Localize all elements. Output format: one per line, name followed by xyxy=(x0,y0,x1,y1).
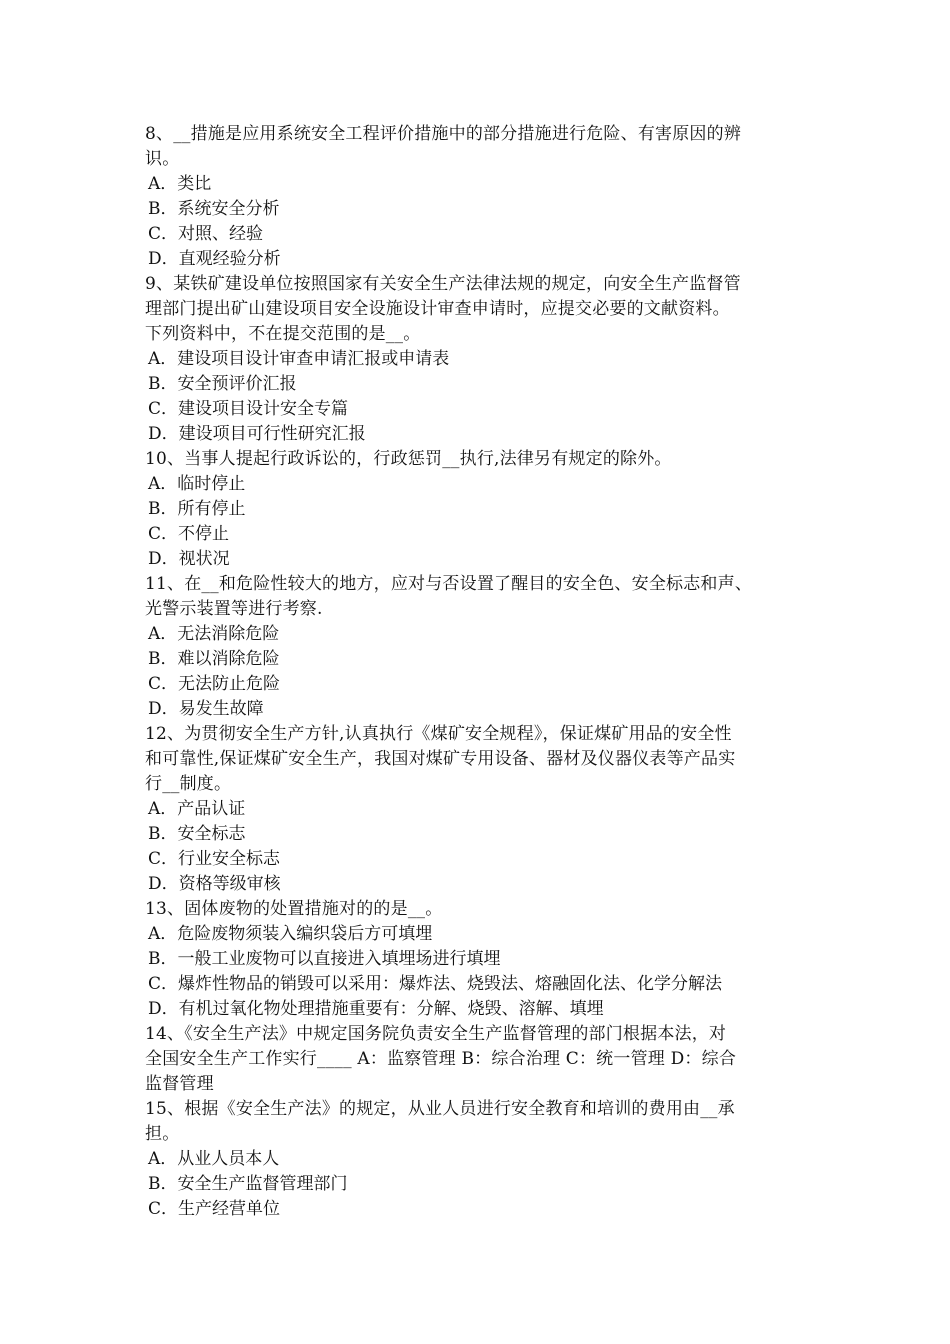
option-c: C．无法防止危险 xyxy=(148,674,281,694)
question-10 xyxy=(145,447,810,572)
question-text-line: 担。 xyxy=(145,1124,180,1144)
option-a: A．从业人员本人 xyxy=(148,1149,280,1169)
question-text-line: 8、__措施是应用系统安全工程评价措施中的部分措施进行危险、有害原因的辨 xyxy=(145,124,742,144)
question-13 xyxy=(145,897,810,1022)
option-d: D．资格等级审核 xyxy=(148,874,281,894)
option-a: A．无法消除危险 xyxy=(148,624,280,644)
question-text-line: 行__制度。 xyxy=(145,774,232,794)
option-a: A．建设项目设计审查申请汇报或申请表 xyxy=(148,349,450,369)
option-b: B．安全生产监督管理部门 xyxy=(148,1174,348,1194)
option-c: C．行业安全标志 xyxy=(148,849,281,869)
question-text-line: 全国安全生产工作实行____ A：监察管理 B：综合治理 C：统一管理 D：综合 xyxy=(145,1049,737,1069)
question-12 xyxy=(145,722,810,897)
question-text-line: 光警示装置等进行考察. xyxy=(145,599,323,619)
option-b: B．安全标志 xyxy=(148,824,246,844)
option-d: D．有机过氧化物处理措施重要有：分解、烧毁、溶解、填埋 xyxy=(148,999,604,1019)
question-text-line: 下列资料中，不在提交范围的是__。 xyxy=(145,324,421,344)
option-a: A．产品认证 xyxy=(148,799,246,819)
option-b: B．一般工业废物可以直接进入填埋场进行填埋 xyxy=(148,949,501,969)
question-text-line: 和可靠性,保证煤矿安全生产，我国对煤矿专用设备、器材及仪器仪表等产品实 xyxy=(145,749,736,769)
question-text-line: 监督管理 xyxy=(145,1074,214,1094)
question-text-line: 14、《安全生产法》中规定国务院负责安全生产监督管理的部门根据本法，对 xyxy=(145,1024,727,1044)
document-page xyxy=(145,122,810,1222)
option-d: D．建设项目可行性研究汇报 xyxy=(148,424,366,444)
question-text-line: 11、在__和危险性较大的地方，应对与否设置了醒目的安全色、安全标志和声、 xyxy=(145,574,753,594)
question-text-line: 15、根据《安全生产法》的规定，从业人员进行安全教育和培训的费用由__承 xyxy=(145,1099,735,1119)
option-a: A．临时停止 xyxy=(148,474,246,494)
question-15 xyxy=(145,1097,810,1222)
option-a: A．类比 xyxy=(148,174,212,194)
option-d: D．直观经验分析 xyxy=(148,249,281,269)
option-c: C．对照、经验 xyxy=(148,224,264,244)
option-d: D．易发生故障 xyxy=(148,699,264,719)
option-b: B．安全预评价汇报 xyxy=(148,374,297,394)
option-b: B．系统安全分析 xyxy=(148,199,280,219)
question-9 xyxy=(145,272,810,447)
option-c: C．生产经营单位 xyxy=(148,1199,281,1219)
option-c: C．爆炸性物品的销毁可以采用：爆炸法、烧毁法、熔融固化法、化学分解法 xyxy=(148,974,723,994)
option-d: D．视状况 xyxy=(148,549,230,569)
question-11 xyxy=(145,572,810,722)
question-8 xyxy=(145,122,810,272)
question-14 xyxy=(145,1022,810,1097)
option-c: C．不停止 xyxy=(148,524,230,544)
question-text-line: 12、为贯彻安全生产方针,认真执行《煤矿安全规程》，保证煤矿用品的安全性 xyxy=(145,724,732,744)
question-text-line: 识。 xyxy=(145,149,180,169)
option-b: B．难以消除危险 xyxy=(148,649,280,669)
question-text-line: 9、某铁矿建设单位按照国家有关安全生产法律法规的规定，向安全生产监督管 xyxy=(145,274,741,294)
question-text-line: 13、固体废物的处置措施对的的是__。 xyxy=(145,899,443,919)
question-text-line: 10、当事人提起行政诉讼的，行政惩罚__执行,法律另有规定的除外。 xyxy=(145,449,672,469)
option-b: B．所有停止 xyxy=(148,499,246,519)
option-a: A．危险废物须装入编织袋后方可填埋 xyxy=(148,924,433,944)
question-text-line: 理部门提出矿山建设项目安全设施设计审查申请时，应提交必要的文献资料。 xyxy=(145,299,730,319)
option-c: C．建设项目设计安全专篇 xyxy=(148,399,349,419)
